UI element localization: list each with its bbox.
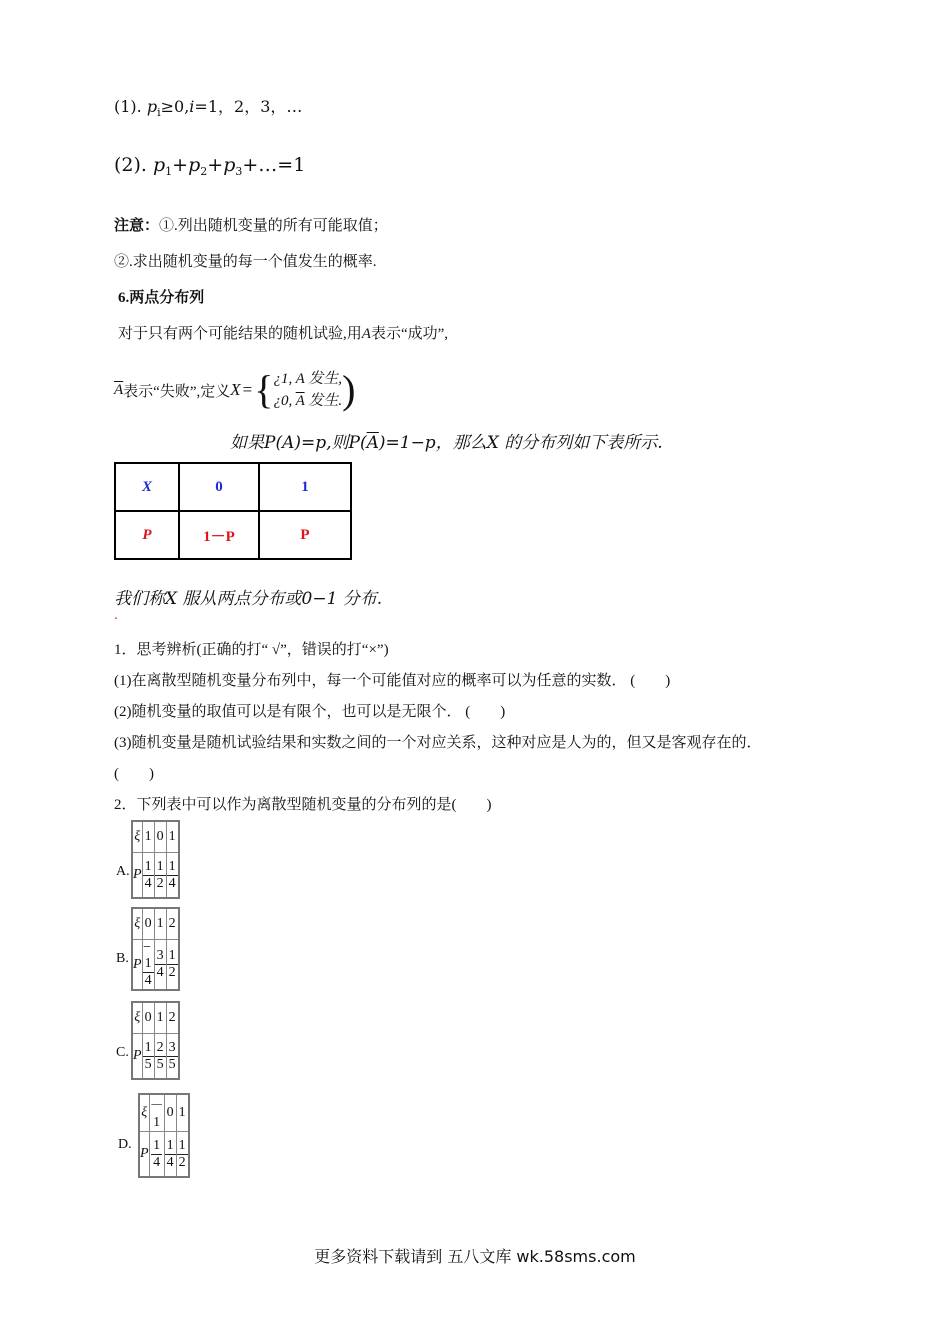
numerator: 1 xyxy=(144,956,152,972)
option-label: B. xyxy=(116,951,129,966)
conclusion: 我们称X 服从两点分布或0−1 分布. xyxy=(114,589,383,609)
table-row xyxy=(132,1002,179,1034)
property-2-p3: p xyxy=(223,154,236,176)
property-2-s3: 3 xyxy=(235,165,243,178)
denominator: 4 xyxy=(168,875,176,891)
denominator: 5 xyxy=(144,1056,152,1072)
property-1-rest: ≥0, xyxy=(160,97,190,116)
p-header: P xyxy=(132,1034,142,1080)
table-row xyxy=(132,821,179,853)
section-intro xyxy=(118,322,448,343)
fraction xyxy=(177,1138,188,1171)
piecewise-cases xyxy=(273,368,342,412)
x-value: 1 xyxy=(154,1002,166,1034)
x-value: 2 xyxy=(166,908,179,940)
if-line xyxy=(230,428,663,453)
two-point-table xyxy=(114,462,352,560)
section-heading: 6.两点分布列 xyxy=(118,290,205,306)
fraction xyxy=(167,948,178,981)
table-row xyxy=(139,1132,189,1178)
fraction xyxy=(167,1040,178,1073)
x-value: －1 xyxy=(149,1094,164,1132)
p-header: P xyxy=(139,1132,149,1178)
p-header: P xyxy=(132,940,142,991)
xi-header: ξ xyxy=(132,1002,142,1034)
x-value: 1 xyxy=(142,821,154,853)
property-2-p2: p xyxy=(188,154,201,176)
q1-statement-2: (2)随机变量的取值可以是有限个，也可以是无限个． ( ) xyxy=(114,704,506,720)
xi-header: ξ xyxy=(139,1094,149,1132)
x-value: 1 xyxy=(166,821,179,853)
x-value: 1 xyxy=(176,1094,189,1132)
intro-var: A xyxy=(361,326,371,342)
numerator: 2 xyxy=(156,1039,164,1055)
table-row xyxy=(132,908,179,940)
q1-statement-3: (3)随机变量是随机试验结果和实数之间的一个对应关系，这种对应是人为的，但又是客观存在的． xyxy=(114,735,762,751)
denominator: 5 xyxy=(168,1056,176,1072)
x-value: 1 xyxy=(154,908,166,940)
q1-title: 1．思考辨析(正确的打“ √”，错误的打“×”) xyxy=(114,642,389,658)
notes-line-1 xyxy=(114,214,388,235)
case-1: ¿1, A 发生, xyxy=(273,371,343,387)
fraction xyxy=(143,1040,154,1073)
x-value: 0 xyxy=(154,821,166,853)
property-1-var: p xyxy=(146,97,158,116)
numerator: 3 xyxy=(156,948,164,964)
notes-item-2: ②.求出随机变量的每一个值发生的概率. xyxy=(114,254,377,270)
fraction xyxy=(143,859,154,892)
def-abar: $\overline{A}$ xyxy=(114,381,124,398)
table-row xyxy=(139,1094,189,1132)
p-header: P xyxy=(132,853,142,899)
fraction xyxy=(155,1040,166,1073)
table-row xyxy=(115,511,351,559)
table-row xyxy=(132,1034,179,1080)
if-line-bar: $\overline{A}$ xyxy=(366,433,379,453)
def-eq: = xyxy=(242,380,253,399)
fraction xyxy=(167,859,178,892)
table-x0: 0 xyxy=(179,463,259,511)
x-value: 0 xyxy=(164,1094,176,1132)
def-text: 表示“失败”,定义 xyxy=(123,383,231,400)
numerator: 1 xyxy=(144,858,152,874)
property-2-s2: 2 xyxy=(200,165,208,178)
probability-cell xyxy=(142,940,154,991)
table-row xyxy=(132,940,179,991)
numerator: 1 xyxy=(168,858,176,874)
if-line-a: 如果P(A)=p,则P( xyxy=(230,433,367,453)
numerator: 1 xyxy=(156,858,164,874)
case-2 xyxy=(273,390,342,412)
notes-title: 注意： xyxy=(114,218,160,234)
probability-cell xyxy=(176,1132,189,1178)
probability-cell xyxy=(149,1132,164,1178)
denominator: 2 xyxy=(168,965,176,981)
q2-title: 2．下列表中可以作为离散型随机变量的分布列的是( ) xyxy=(114,797,492,813)
intro-text-a: 对于只有两个可能结果的随机试验,用 xyxy=(118,326,362,342)
probability-cell xyxy=(142,1034,154,1080)
property-1-label: (1). xyxy=(114,97,142,116)
xi-header: ξ xyxy=(132,908,142,940)
footer: 更多资料下载请到 五八文库 wk.58sms.com xyxy=(314,1247,636,1266)
sign: − xyxy=(143,940,152,955)
option-table xyxy=(131,820,180,899)
denominator: 4 xyxy=(156,965,164,981)
option-label: A. xyxy=(116,864,130,879)
red-dot: . xyxy=(114,608,118,622)
property-1-sub: i xyxy=(157,106,161,119)
fraction xyxy=(155,948,166,981)
property-2: (2). $p_1+p_2+p_3+\dots=1$ xyxy=(114,154,306,178)
denominator: 2 xyxy=(156,875,164,891)
case-2-bar: $\overline{A}$ xyxy=(295,393,305,409)
right-paren: ) xyxy=(342,367,356,412)
option-label: D. xyxy=(118,1137,132,1152)
fraction xyxy=(151,1138,162,1171)
if-line-tail: )=1−p，那么X 的分布列如下表所示. xyxy=(378,433,663,453)
left-brace: { xyxy=(254,367,274,412)
denominator: 2 xyxy=(178,1154,186,1170)
fraction xyxy=(155,859,166,892)
numerator: 3 xyxy=(168,1039,176,1055)
numerator: 1 xyxy=(153,1137,161,1153)
probability-cell xyxy=(166,1034,179,1080)
definition-line xyxy=(114,368,355,412)
xi-header: ξ xyxy=(132,821,142,853)
property-2-tail: +…=1 xyxy=(242,154,306,176)
denominator: 4 xyxy=(153,1154,161,1170)
q1-statement-3-paren: ( ) xyxy=(114,766,154,782)
table-p-label: P xyxy=(115,511,179,559)
probability-cell xyxy=(166,853,179,899)
q1-statement-1: (1)在离散型随机变量分布列中，每一个可能值对应的概率可以为任意的实数． ( ) xyxy=(114,673,671,689)
probability-cell xyxy=(166,940,179,991)
fraction xyxy=(165,1138,176,1171)
numerator: 1 xyxy=(168,948,176,964)
property-2-s1: 1 xyxy=(165,165,173,178)
table-row xyxy=(115,463,351,511)
intro-text-b: 表示“成功”, xyxy=(370,326,449,342)
property-1-tail: =1，2，3，… xyxy=(194,97,303,116)
denominator: 4 xyxy=(144,875,152,891)
x-value: 0 xyxy=(142,908,154,940)
case-2-b: 发生. xyxy=(304,393,343,409)
option-table xyxy=(131,907,180,991)
numerator: 1 xyxy=(144,1039,152,1055)
table-x-label: X xyxy=(115,463,179,511)
probability-cell xyxy=(154,853,166,899)
fraction xyxy=(143,956,154,989)
table-x1: 1 xyxy=(259,463,351,511)
probability-cell xyxy=(164,1132,176,1178)
probability-cell xyxy=(154,1034,166,1080)
property-2-label: (2). xyxy=(114,154,147,176)
denominator: 4 xyxy=(144,973,152,989)
denominator: 4 xyxy=(166,1154,174,1170)
case-2-a: ¿0, xyxy=(273,393,296,409)
property-1 xyxy=(114,94,302,119)
table-row xyxy=(132,853,179,899)
x-value: 0 xyxy=(142,1002,154,1034)
table-p1: P xyxy=(259,511,351,559)
numerator: 1 xyxy=(166,1137,174,1153)
property-2-p1: p xyxy=(153,154,166,176)
property-1-i: i xyxy=(189,97,195,116)
probability-cell xyxy=(142,853,154,899)
denominator: 5 xyxy=(156,1056,164,1072)
x-value: 2 xyxy=(166,1002,179,1034)
option-label: C. xyxy=(116,1045,129,1060)
option-table xyxy=(138,1093,190,1178)
def-x: X xyxy=(230,380,241,399)
option-table xyxy=(131,1001,180,1080)
probability-cell xyxy=(154,940,166,991)
notes-item-1: ①.列出随机变量的所有可能取值； xyxy=(159,218,388,234)
numerator: 1 xyxy=(178,1137,186,1153)
table-p0: 1－P xyxy=(179,511,259,559)
